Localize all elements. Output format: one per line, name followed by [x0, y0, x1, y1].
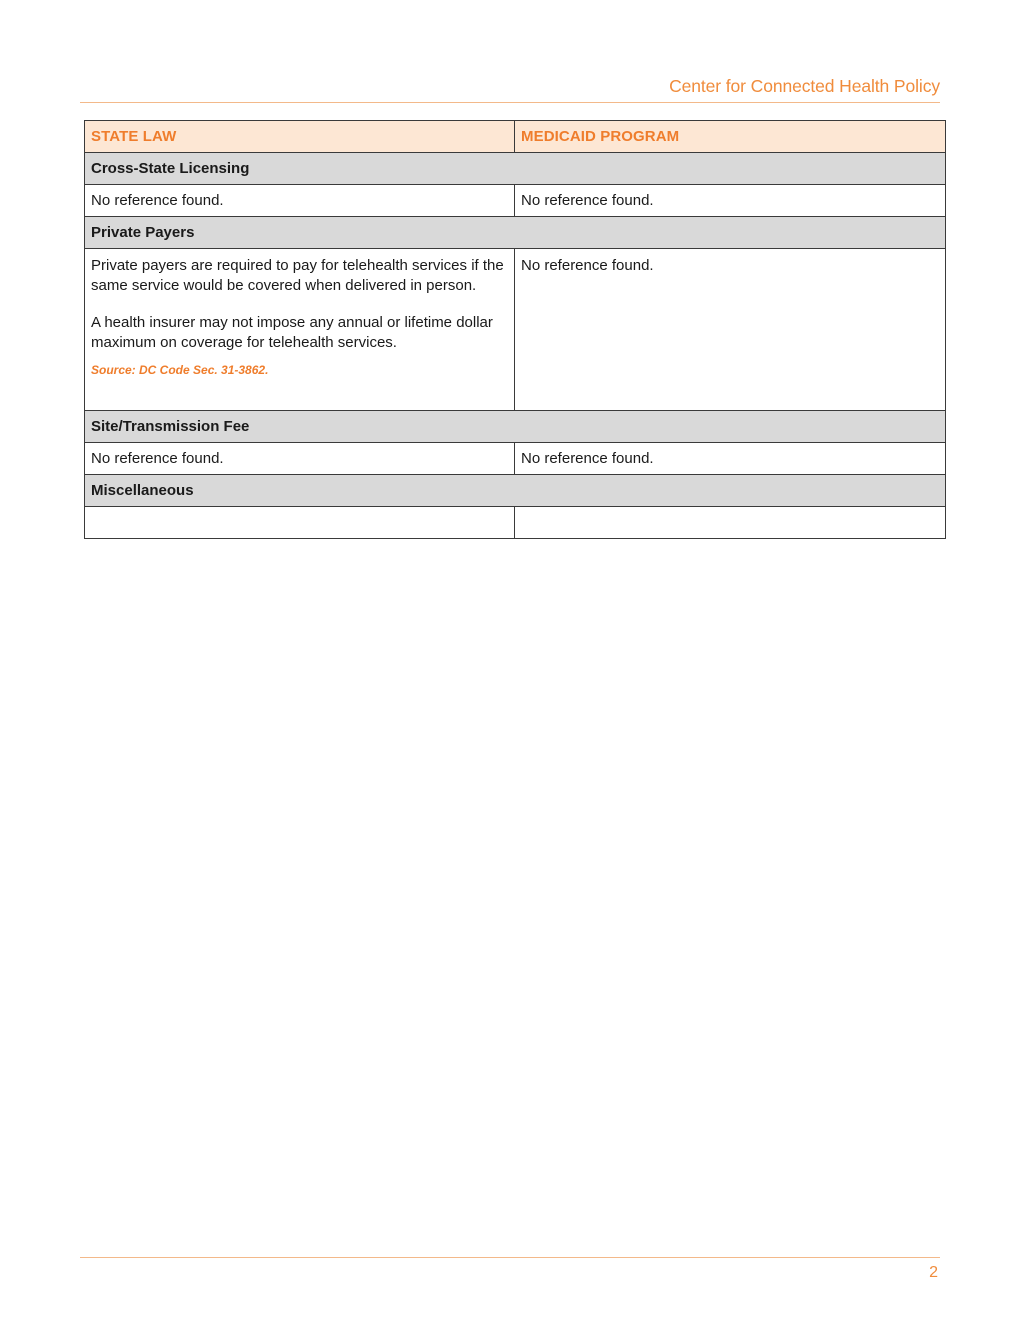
state-law-cell: No reference found.	[85, 443, 515, 475]
section-row-cross-state-licensing	[85, 153, 946, 185]
table-row	[85, 507, 946, 539]
section-heading: Cross-State Licensing	[85, 153, 946, 185]
medicaid-cell: No reference found.	[515, 185, 946, 217]
medicaid-cell: No reference found.	[515, 443, 946, 475]
page-number: 2	[929, 1264, 938, 1281]
telehealth-policy-table	[84, 120, 946, 539]
section-row-miscellaneous	[85, 475, 946, 507]
state-law-paragraph: A health insurer may not impose any annual or lifetime dollar maximum on coverage for telehealth services.	[91, 314, 493, 351]
table-row	[85, 185, 946, 217]
column-header-medicaid-program: MEDICAID PROGRAM	[515, 121, 946, 153]
section-row-site-transmission-fee	[85, 411, 946, 443]
state-law-paragraph: Private payers are required to pay for telehealth services if the same service would be covered when delivered in person.	[91, 257, 504, 294]
footer-divider	[80, 1257, 940, 1258]
medicaid-cell	[515, 249, 946, 411]
section-heading: Miscellaneous	[85, 475, 946, 507]
header-title: Center for Connected Health Policy	[669, 76, 940, 96]
section-heading: Private Payers	[85, 217, 946, 249]
state-law-cell: No reference found.	[85, 185, 515, 217]
table-row	[85, 249, 946, 411]
source-citation: Source: DC Code Sec. 31-3862.	[91, 363, 269, 377]
medicaid-paragraph: No reference found.	[521, 257, 654, 274]
header-divider	[80, 102, 940, 103]
section-heading: Site/Transmission Fee	[85, 411, 946, 443]
state-law-cell	[85, 249, 515, 411]
table-row	[85, 443, 946, 475]
column-header-state-law: STATE LAW	[85, 121, 515, 153]
state-law-cell	[85, 507, 515, 539]
table-header-row	[85, 121, 946, 153]
medicaid-cell	[515, 507, 946, 539]
section-row-private-payers	[85, 217, 946, 249]
